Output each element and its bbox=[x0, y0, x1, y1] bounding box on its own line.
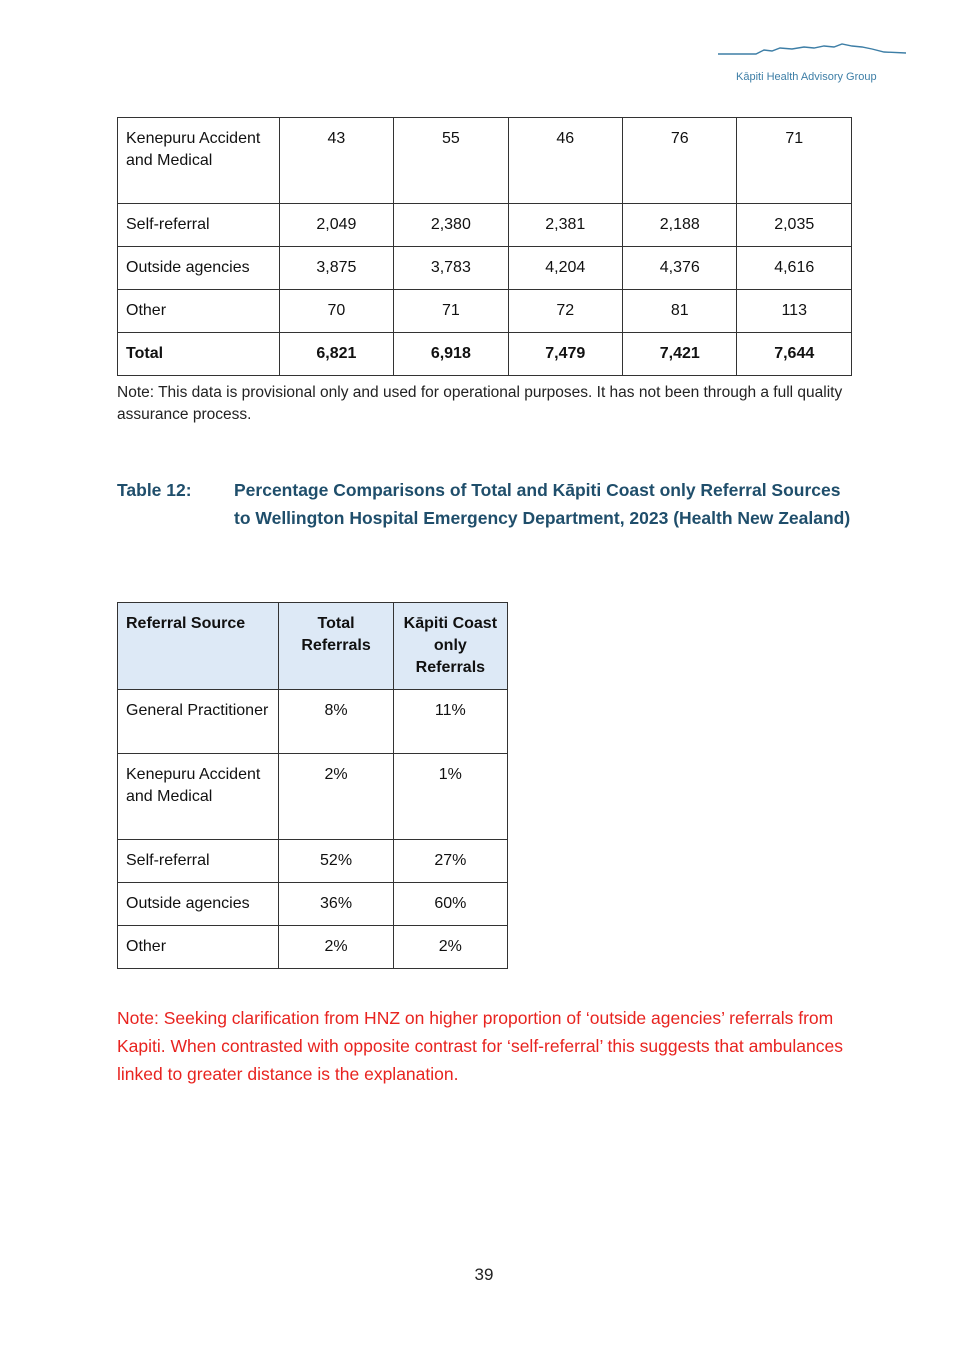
table-cell: 76 bbox=[623, 118, 737, 204]
row-label: General Practitioner bbox=[118, 690, 279, 754]
table-cell: 8% bbox=[279, 690, 393, 754]
table-cell: 6,821 bbox=[279, 333, 393, 376]
table-cell: 2,380 bbox=[394, 204, 508, 247]
table-row bbox=[118, 754, 508, 840]
column-header: Kāpiti Coast only Referrals bbox=[393, 603, 507, 690]
row-label: Self-referral bbox=[118, 204, 280, 247]
column-header: Total Referrals bbox=[279, 603, 393, 690]
row-label: Outside agencies bbox=[118, 247, 280, 290]
table-cell: 72 bbox=[508, 290, 622, 333]
row-label: Self-referral bbox=[118, 840, 279, 883]
table-cell: 2,035 bbox=[737, 204, 852, 247]
table-cell: 36% bbox=[279, 883, 393, 926]
table-cell: 3,875 bbox=[279, 247, 393, 290]
table-row bbox=[118, 118, 852, 204]
table-cell: 3,783 bbox=[394, 247, 508, 290]
table-cell: 7,421 bbox=[623, 333, 737, 376]
row-label: Outside agencies bbox=[118, 883, 279, 926]
header-logo bbox=[716, 38, 908, 88]
table-cell: 55 bbox=[394, 118, 508, 204]
table-cell: 43 bbox=[279, 118, 393, 204]
table-cell: 7,644 bbox=[737, 333, 852, 376]
table-cell: 52% bbox=[279, 840, 393, 883]
table-cell: 11% bbox=[393, 690, 507, 754]
page-number: 39 bbox=[474, 1265, 494, 1284]
row-label: Kenepuru Accident and Medical bbox=[118, 754, 279, 840]
table-cell: 7,479 bbox=[508, 333, 622, 376]
mountain-line-icon bbox=[716, 38, 908, 60]
table-cell: 81 bbox=[623, 290, 737, 333]
column-header: Referral Source bbox=[118, 603, 279, 690]
table-cell: 46 bbox=[508, 118, 622, 204]
row-label: Kenepuru Accident and Medical bbox=[118, 118, 280, 204]
table-cell: 1% bbox=[393, 754, 507, 840]
provisional-data-note: Note: This data is provisional only and used for operational purposes. It has not been through a full quality assurance process. bbox=[117, 384, 843, 423]
table-number: Table 12: bbox=[117, 480, 192, 500]
table-title: Percentage Comparisons of Total and Kāpiti Coast only Referral Sources to Wellington Hospital Emergency Department, 2023 (Health New Zealand) bbox=[234, 480, 851, 528]
table-cell: 2,188 bbox=[623, 204, 737, 247]
table-cell: 6,918 bbox=[394, 333, 508, 376]
table-cell: 71 bbox=[394, 290, 508, 333]
clarification-note: Note: Seeking clarification from HNZ on higher proportion of ‘outside agencies’ referrals from Kapiti. When contrasted with opposite contrast for ‘self-referral’ this suggests that ambulances linked to greater distance is the explanation. bbox=[117, 1008, 843, 1084]
table-cell: 2% bbox=[393, 926, 507, 969]
table-row bbox=[118, 883, 508, 926]
table-row bbox=[118, 247, 852, 290]
table-cell: 113 bbox=[737, 290, 852, 333]
org-name: Kāpiti Health Advisory Group bbox=[736, 71, 877, 83]
referral-percentage-table bbox=[117, 602, 508, 969]
table-row bbox=[118, 690, 508, 754]
table-cell: 27% bbox=[393, 840, 507, 883]
table-row bbox=[118, 840, 508, 883]
table-cell: 4,616 bbox=[737, 247, 852, 290]
table-row bbox=[118, 926, 508, 969]
table-cell: 4,204 bbox=[508, 247, 622, 290]
table-cell: 71 bbox=[737, 118, 852, 204]
table-row bbox=[118, 204, 852, 247]
table-cell: 2,381 bbox=[508, 204, 622, 247]
table-row bbox=[118, 290, 852, 333]
row-label: Other bbox=[118, 290, 280, 333]
row-label: Other bbox=[118, 926, 279, 969]
table-row-total bbox=[118, 333, 852, 376]
table-cell: 60% bbox=[393, 883, 507, 926]
table-cell: 70 bbox=[279, 290, 393, 333]
table-cell: 2% bbox=[279, 926, 393, 969]
table-cell: 2,049 bbox=[279, 204, 393, 247]
referral-counts-table bbox=[117, 117, 852, 376]
table-header-row bbox=[118, 603, 508, 690]
row-label: Total bbox=[118, 333, 280, 376]
table-cell: 2% bbox=[279, 754, 393, 840]
table-cell: 4,376 bbox=[623, 247, 737, 290]
